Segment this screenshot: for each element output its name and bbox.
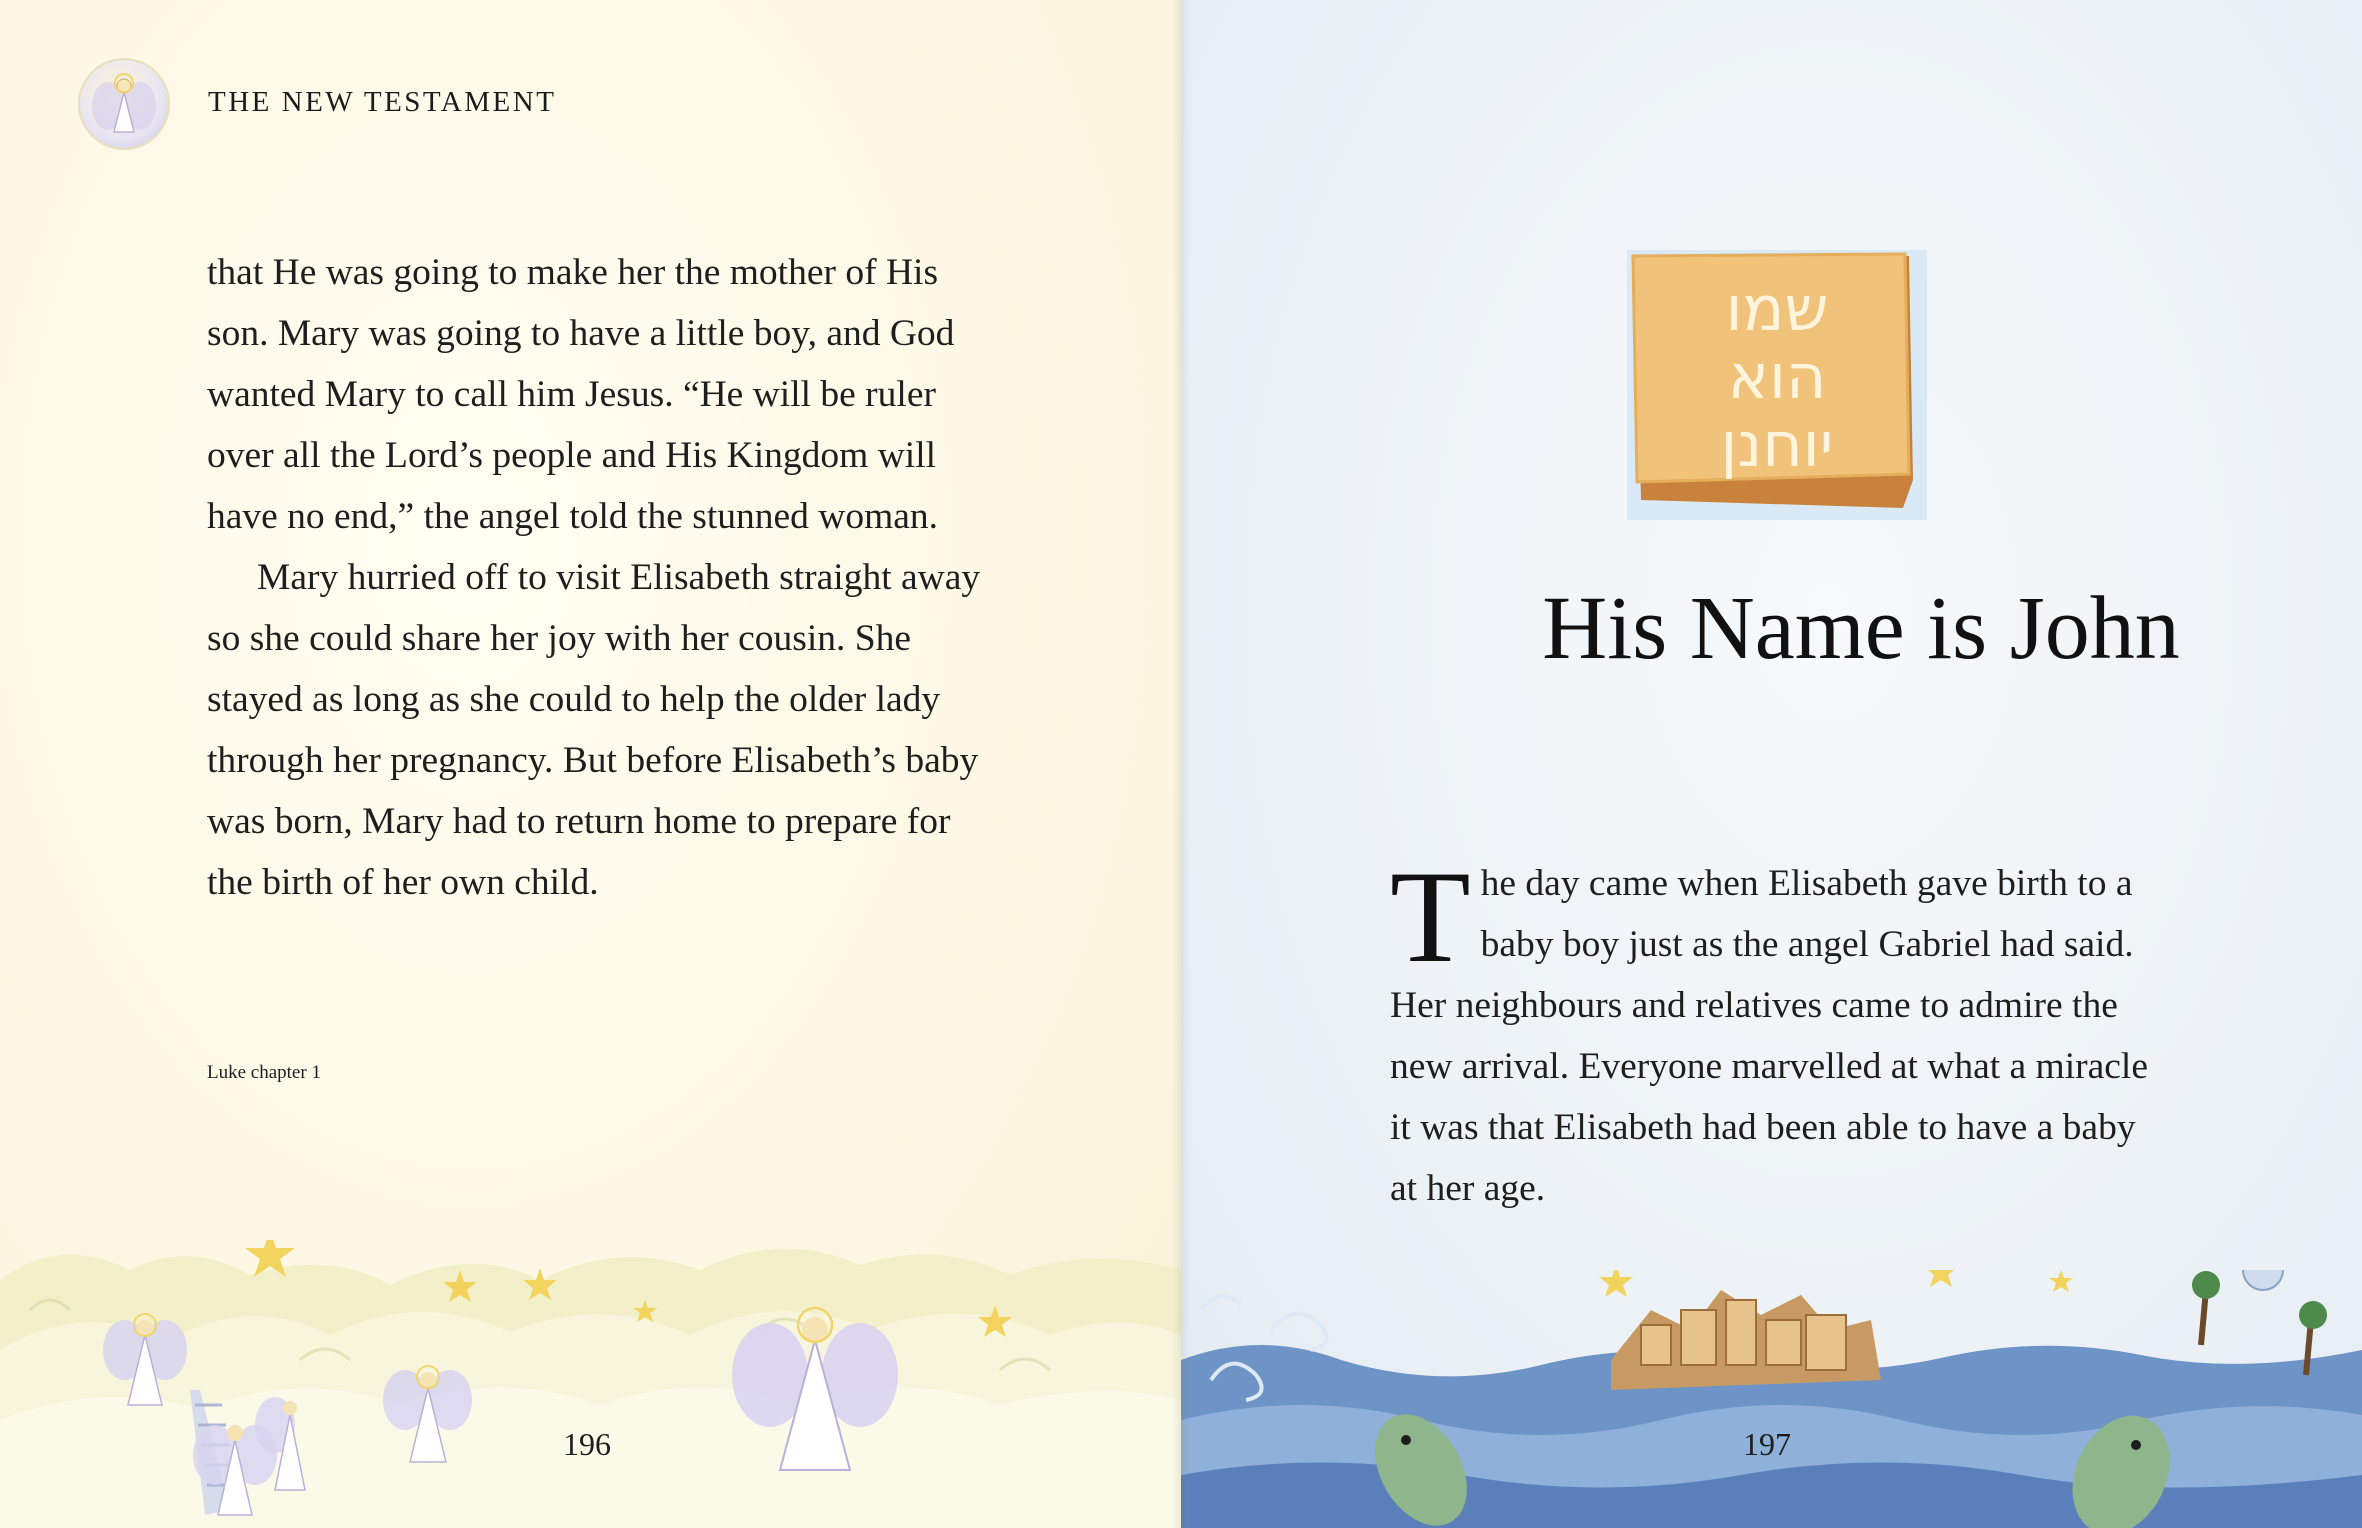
story-title: His Name is John bbox=[1542, 579, 2180, 678]
right-body-text bbox=[1390, 843, 2170, 1219]
left-body-text bbox=[207, 242, 987, 913]
paragraph: he day came when Elisabeth gave birth to a baby boy just as the angel Gabriel had said. Her neighbours and relatives came to admire the new arrival. Everyone marvelled at what a miracle it was that Elisabeth had been able to have a baby at her age. bbox=[1390, 863, 2148, 1209]
book-gutter bbox=[1172, 0, 1190, 1528]
svg-text:יוחנן: יוחנן bbox=[1720, 408, 1834, 481]
page-number: 197 bbox=[1743, 1426, 1791, 1462]
running-head: THE NEW TESTAMENT bbox=[208, 86, 557, 118]
source-reference: Luke chapter 1 bbox=[207, 1062, 321, 1083]
sea-city-illustration bbox=[1181, 1270, 2362, 1528]
clouds-angels-illustration bbox=[0, 1240, 1181, 1528]
right-page bbox=[1181, 0, 2362, 1528]
page-number: 196 bbox=[563, 1426, 611, 1462]
hebrew-name-tile bbox=[1627, 250, 1927, 520]
svg-text:שמו: שמו bbox=[1725, 272, 1829, 345]
svg-text:הוא: הוא bbox=[1727, 340, 1827, 413]
paragraph: that He was going to make her the mother of His son. Mary was going to have a little boy, and God wanted Mary to call him Jesus. “He will be ruler over all the Lord’s people and His Kingdom will have no end,” the angel told the stunned woman. bbox=[207, 252, 955, 537]
paragraph: Mary hurried off to visit Elisabeth straight away so she could share her joy with her cousin. She stayed as long as she could to help the older lady through her pregnancy. But before Elisabeth’s baby was born, Mary had to return home to prepare for the birth of her own child. bbox=[207, 557, 981, 903]
drop-cap: T bbox=[1390, 843, 1471, 990]
angel-medallion-icon bbox=[78, 58, 170, 150]
